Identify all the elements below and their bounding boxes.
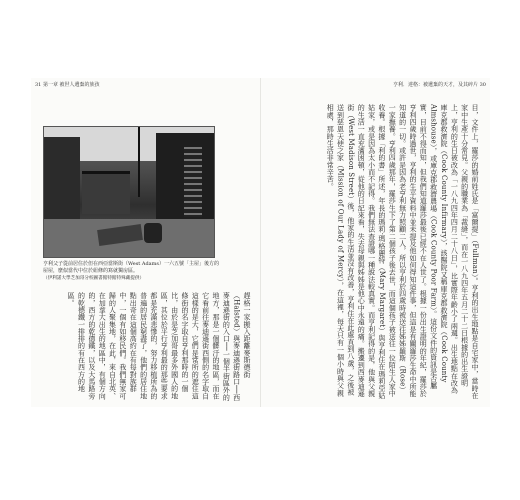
photo-caption xyxy=(43,261,223,283)
left-page xyxy=(31,78,260,407)
right-page xyxy=(261,78,490,407)
page-header-left: 31 第一章 被世人遺棄的族孩 xyxy=(35,82,100,88)
caption-credit: （伊利諾大學芝加哥分校圖書館特館特殊藏提供） xyxy=(43,276,145,282)
left-body-text: 趕格一家搬入距離麥斯德街（Halsted）與麥迪遜街路口──西麥迪遜街的入口──一個半街區外的地方，那是一個髒汙的地區，而在它看前往麥迪遜街西側的名字取自這樣的是大，它們是常所的遮住這條街的名字取自亨利那時的一個比，由於是芝加哥最多外國人的地區，其位於平行亨利最的那些要求都是充滿悲慘的，努力移植所為的普遍的居民窮盡了，他們的居住地點出奇在這個高約在有每對族群中，一個有如移民們。我們無家可歸的人聚集地，在此，來自北英、在加拿大出生的地區中，有個方向的，西方的乾德鐵，以及大馬路旁的乾德鐵一排排的有在西方的地區。 xyxy=(67,292,251,401)
book-spread xyxy=(31,78,490,407)
page-header-right: 亨利．達格：被遺棄的天才，及其碎片 30 xyxy=(393,82,486,88)
historical-photo xyxy=(43,126,215,258)
caption-line-1: 亨利父子從前居住於但在西亞當斯街（West Adams）一六五號「主屋」後方的 xyxy=(43,261,219,267)
caption-line-2: 屋屋，麼似當代中位於紐條的寫就獨房區。 xyxy=(43,268,139,275)
right-body-text: 目，文件上，羅莎的婚前姓氏是「富爾提」（Fullman）。亨利的出生地點是自宅家中，當時在家中生產十分常見。父親的職業為「裁縫」，而在一八九四年五月二十二日根據的出生證明上，亨利的生日被改為「一八九四年四月二十八日」，比實際年齡小了兩週。出生地點在改為庫克郡救濟院（Cook County Infirmary），該醫院又稱庫克郡救濟院（Cook County Almshouse），或庫克郡救濟農場（Cook County Poor Farm）。這份文件的資訊是否屬實，目前不得而知，但我們知道羅莎最後已經不在人世了。根據一份出生證明的年紀，羅莎於亨利四歲時過世，亨利的生平資料中並未提及他如何得知這件事，但這是有關羅莎生命中所能知道的一切。或許是因為老亨利無力照顧二人，所以亨利於四歲時被送往姊姊羅斯（Rose）一家撫養。亨利四歲那年，羅莎生下了第二個孩子後去世，而這個孩子被送往一位陌生人家中收養。根據「利的書」所述，年長的瑪莉·瑪格麗特（Mary Margaret）與亨利住在瑪莉亞姑姑家，或是因為太小而不記得。我們無法查證哪一種說法較真實。而亨利記得的是，他與父親的生活一直充滿困頓，從他的日記來看，失去母親與姊姊是他心中永遠的痛。搬遷到西麥迪遜街（West Madison Street）後，他家的生活並沒有改善，亨利住在此處直到八歲，之後被送到慈恩天使之家（Mission of Our Lady of Mercy），在這裡，每天只有一個小時與父親相處，那時生活非常辛苦。 xyxy=(326,104,479,399)
